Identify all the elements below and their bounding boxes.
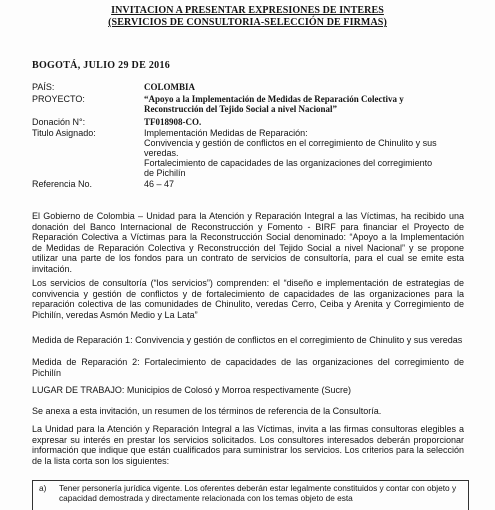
referencia-label: Referencia No. — [32, 179, 93, 189]
paragraph-criterios: La Unidad para la Atención y Reparación Integral a las Víctimas, invita a las firmas consultoras elegibles a expresar su interés en prestar los servicios solicitados. Los consultores interesados deberán proporcionar información que indique que están cualificados para suministrar los servicios. Los criterios para la selección de la lista corta son los siguientes: — [32, 424, 464, 466]
criteria-table — [32, 480, 469, 510]
titulo-value-2: Convivencia y gestión de conflictos en el corregimiento de Chinulito y sus veredas. — [144, 138, 437, 158]
paragraph-medida-1: Medida de Reparación 1: Convivencia y gestión de conflictos en el corregimiento de Chinulito y sus veredas — [32, 335, 463, 345]
donacion-value: TF018908-CO. — [144, 117, 202, 127]
titulo-label: Titulo Asignado: — [32, 128, 96, 138]
referencia-value: 46 – 47 — [144, 179, 175, 189]
paragraph-medida-2: Medida de Reparación 2: Fortalecimiento de capacidades de las organizaciones del corregimiento de Pichilín — [32, 357, 464, 378]
paragraph-intro: El Gobierno de Colombia – Unidad para la Atención y Reparación Integral a las Víctimas, ha recibido una donación del Banco Internacional de Reconstrucción y Fomento - BIRF para financiar el Proyecto de Reparación Colectiva a Víctimas para la Reconstrucción Social denominado: “Apoyo a la Implementación de Medidas de Reparación Colectiva y Reconstrucción del Tejido Social a nivel Nacional” y se propone utilizar una parte de los fondos para un contrato de servicios de consultoría, para el cual se emite esta invitación. — [32, 211, 464, 274]
dateline: BOGOTÁ, JULIO 29 DE 2016 — [32, 60, 171, 71]
donacion-label: Donación N°: — [32, 117, 86, 127]
document-subtitle: (SERVICIOS DE CONSULTORIA-SELECCIÓN DE FIRMAS) — [108, 17, 387, 28]
titulo-value-1: Implementación Medidas de Reparación: — [144, 128, 308, 138]
paragraph-lugar: LUGAR DE TRABAJO: Municipios de Colosó y Morroa respectivamente (Sucre) — [32, 385, 351, 395]
paragraph-services: Los servicios de consultoría (“los servicios”) comprenden: el “diseño e implementación de estrategias de convivencia y gestión de conflictos y de fortalecimiento de capacidades de las organizaciones para la reparación colectiva de las comunidades de Chinulito, veredas Cerro, Ceiba y Arenita y Corregimiento de Pichilín, veredas Asmón Medio y La Lata” — [32, 278, 464, 320]
titulo-values — [144, 128, 444, 178]
criteria-item-a-text: Tener personería jurídica vigente. Los oferentes deberán estar legalmente constituidos y contar con objeto y capacidad demostrada y directamente relacionada con los temas objeto de esta — [59, 483, 457, 503]
document-title: INVITACION A PRESENTAR EXPRESIONES DE INTERES — [111, 5, 384, 16]
paragraph-anexo: Se anexa a esta invitación, un resumen de los términos de referencia de la Consultoría. — [32, 406, 382, 416]
proyecto-value: “Apoyo a la Implementación de Medidas de Reparación Colectiva y Reconstrucción del Tejido Social a nivel Nacional” — [144, 94, 404, 114]
pais-value: COLOMBIA — [144, 82, 196, 92]
titulo-value-3: Fortalecimiento de capacidades de las organizaciones del corregimiento de Pichilín — [144, 158, 433, 178]
proyecto-label: PROYECTO: — [32, 94, 85, 104]
pais-label: PAÍS: — [32, 82, 55, 92]
criteria-item-a-marker: a) — [39, 483, 47, 493]
